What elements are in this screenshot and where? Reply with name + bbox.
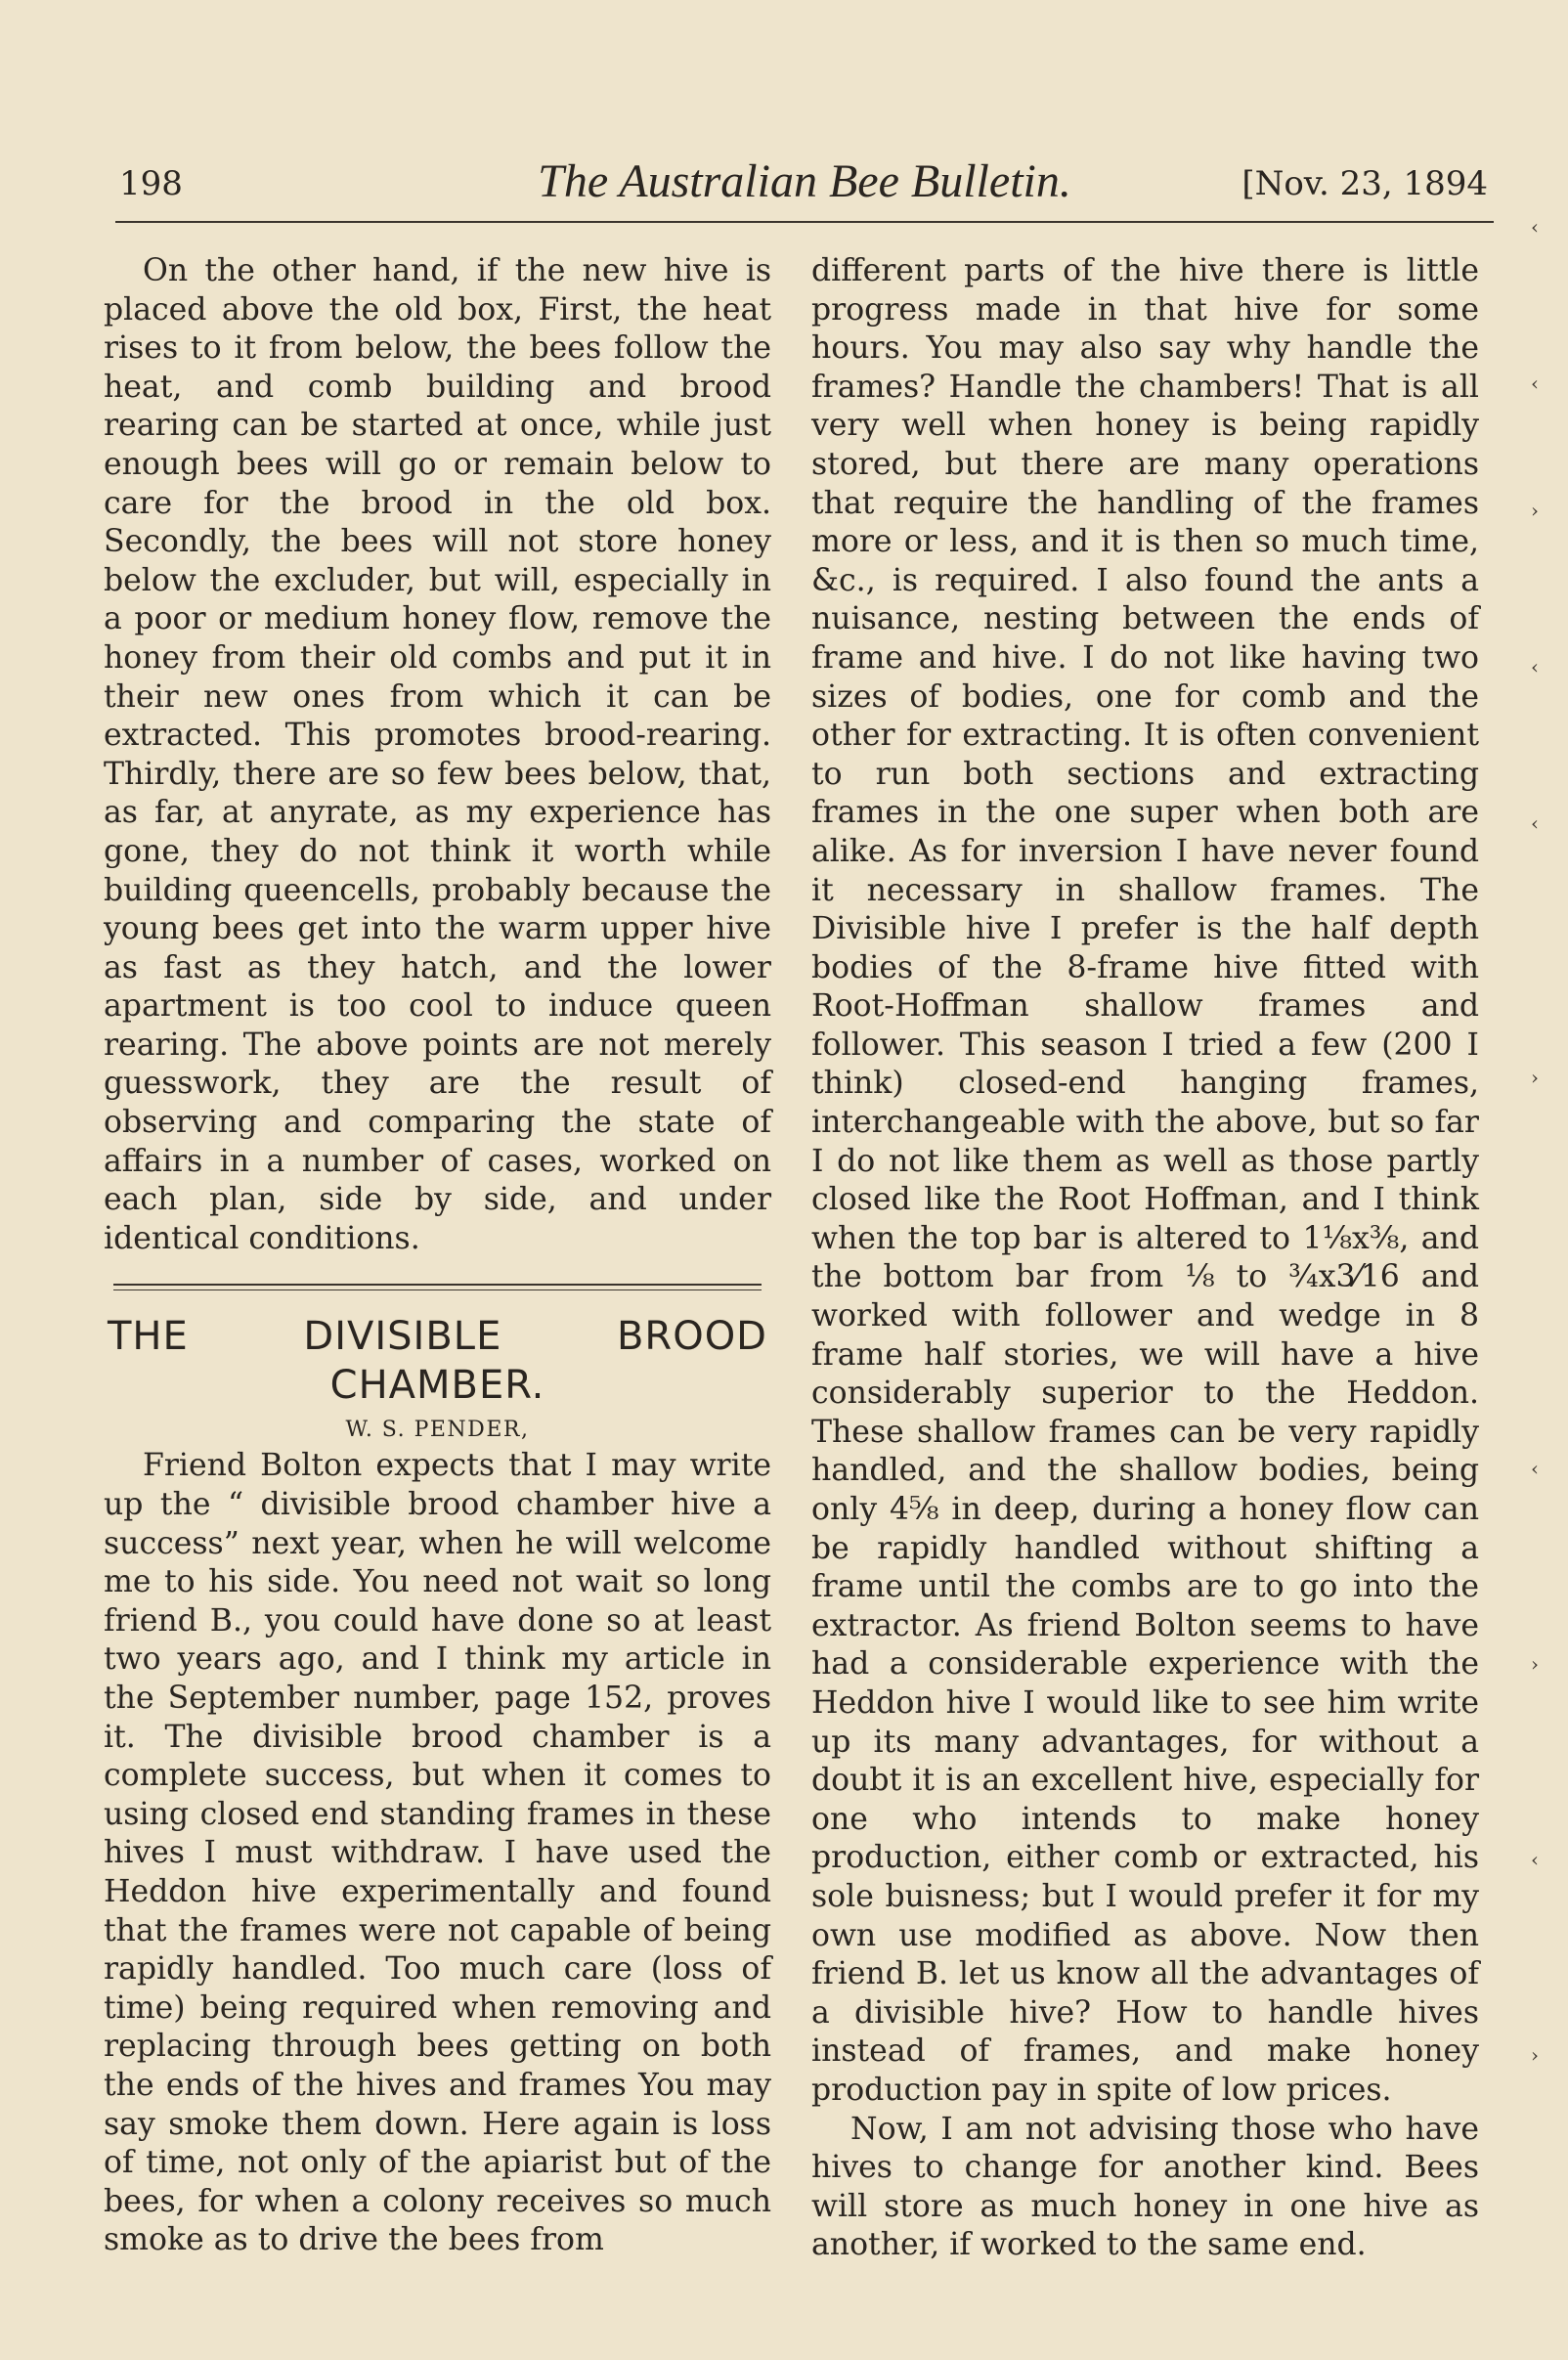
article-title-word: DIVISIBLE — [303, 1314, 502, 1360]
section-divider — [113, 1284, 762, 1290]
issue-date: [Nov. 23, 1894 — [1241, 164, 1488, 203]
running-header — [115, 154, 1494, 209]
article-paragraph: Friend Bolton expects that I may write up the “ divisible brood chamber hive a success” next year, when he will welcome me to his side. You need not wait so long friend B., you could have done so at least two years ago, and I think my article in the September number, page 152, proves it. The divisible brood chamber is a complete success, but when it comes to using closed end standing frames in these hives I must withdraw. I have used the Heddon hive experimentally and found that the frames were not capable of being rapidly handled. Too much care (loss of time) being required when removing and replacing through bees getting on both the ends of the hives and frames You may say smoke them down. Here again is loss of time, not only of the apiarist but of the bees, for when a colony receives so much smoke as to drive the bees from — [104, 1448, 771, 2258]
binding-edge-marks: ‹ ‹ › ‹ ‹ › ‹ › ‹ › — [1531, 215, 1539, 2067]
page-number: 198 — [119, 164, 183, 203]
closing-paragraph: Now, I am not advising those who have hives to change for another kind. Bees will store as much honey in one hive as another, if worked to the same end. — [811, 2111, 1479, 2263]
article-title-word: BROOD — [616, 1314, 767, 1360]
header-rule — [115, 221, 1494, 223]
article-paragraph-continued: different parts of the hive there is little progress made in that hive for some hours. You may also say why handle the frames? Handle the chambers! That is all very well when honey is being rapidly stored, but there are many operations that require the handling of the frames more or less, and it is then so much time, &c., is required. I also found the ants a nuisance, nesting between the ends of frame and hive. I do not like having two sizes of bodies, one for comb and the other for extracting. It is often convenient to run both sections and extracting frames in the one super when both are alike. As for inversion I have never found it necessary in shallow frames. The Divisible hive I prefer is the half depth bodies of the 8-frame hive fitted with Root-Hoffman shallow frames and follower. This season I tried a few (200 I think) closed-end hanging frames, interchangeable with the above, but so far I do not like them as well as those partly closed like the Root Hoffman, and I think when the top bar is altered to 1⅛x⅜, and the bottom bar from ⅛ to ¾x3⁄16 and worked with follower and wedge in 8 frame half stories, we will have a hive considerably superior to the Heddon. These shallow frames can be very rapidly handled, and the shallow bodies, being only 4⅝ in deep, during a honey flow can be rapidly handled without shifting a frame until the combs are to go into the extractor. As friend Bolton seems to have had a considerable experience with the Heddon hive I would like to see him write up its many advantages, for without a doubt it is an excellent hive, especially for one who intends to make honey production, either comb or extracted, his sole buisness; but I would prefer it for my own use modified as above. Now then friend B. let us know all the advantages of a divisible hive? How to handle hives instead of frames, and make honey production pay in spite of low prices. — [811, 253, 1479, 2108]
right-column — [811, 252, 1479, 2265]
article-title — [108, 1312, 767, 1410]
journal-title: The Australian Bee Bulletin. — [538, 155, 1071, 207]
article-title-line2: CHAMBER. — [329, 1363, 545, 1409]
intro-paragraph: On the other hand, if the new hive is placed above the old box, First, the heat rises to it from below, the bees follow the heat, and comb building and brood rearing can be started at once, while just enough bees will go or remain below to care for the brood in the old box. Secondly, the bees will not store honey below the excluder, but will, especially in a poor or medium honey flow, remove the honey from their old combs and put it in their new ones from which it can be extracted. This promotes brood-rearing. Thirdly, there are so few bees below, that, as far, at anyrate, as my experience has gone, they do not think it worth while building queencells, probably because the young bees get into the warm upper hive as fast as they hatch, and the lower apartment is too cool to induce queen rearing. The above points are not merely guesswork, they are the result of observing and comparing the state of affairs in a number of cases, worked on each plan, side by side, and under identical conditions. — [104, 253, 771, 1256]
author-byline: W. S. PENDER, — [345, 1418, 530, 1443]
article-title-word: THE — [108, 1314, 189, 1360]
left-column — [104, 252, 771, 2260]
